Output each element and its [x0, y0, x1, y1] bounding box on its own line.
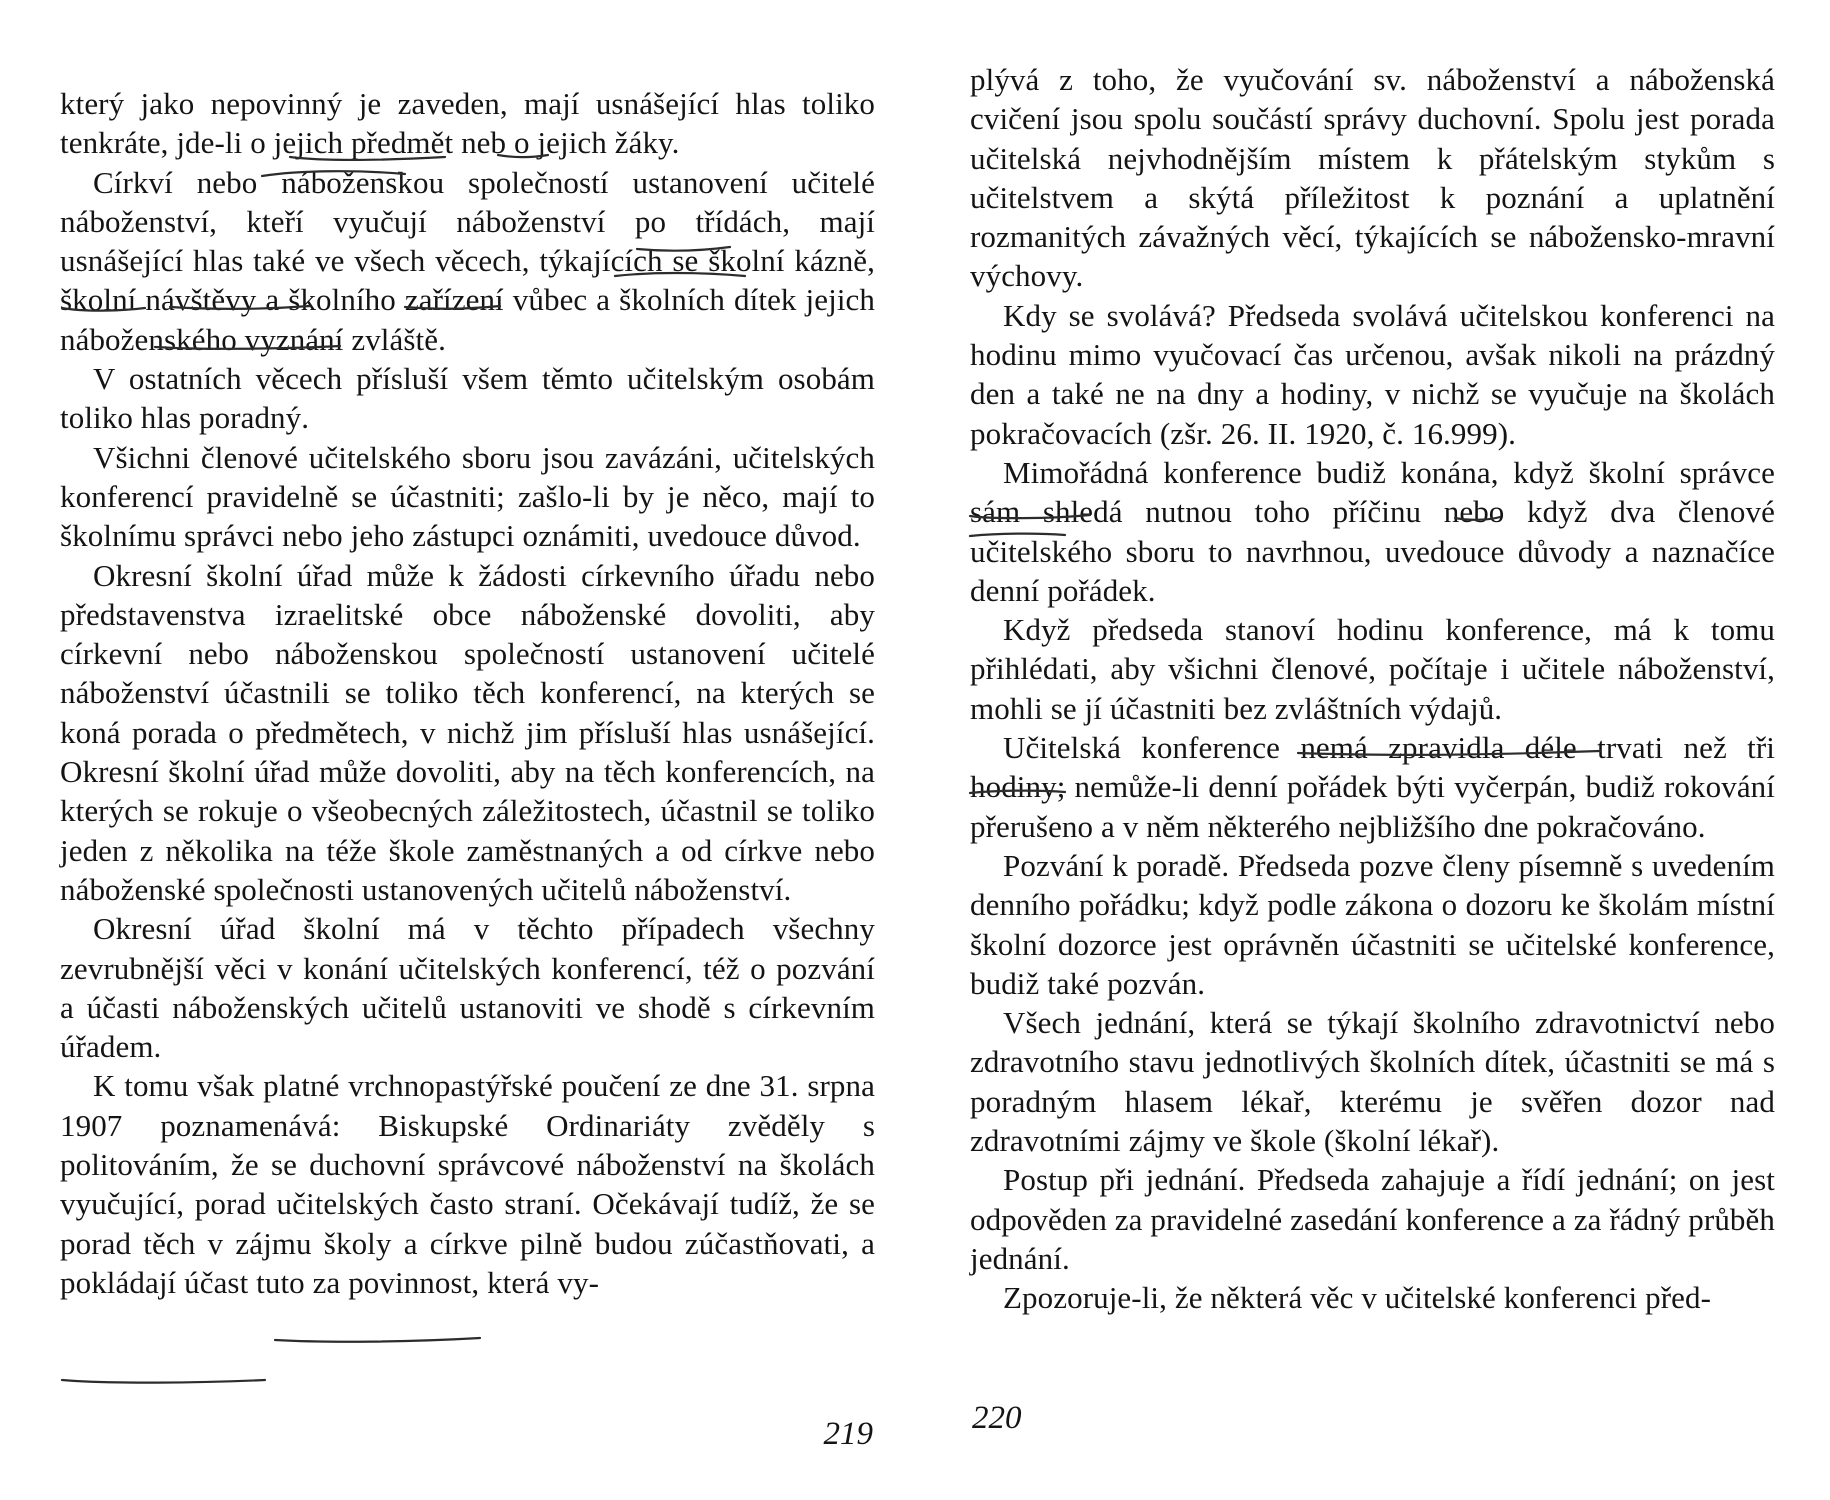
right-page [970, 0, 1775, 1500]
page-number: 220 [972, 1400, 1022, 1436]
paragraph: Okresní úřad školní má v těchto případech všechny zevrubnější věci v konání učitelských konferencí, též o pozvání a účasti náboženských učitelů ustanoviti ve shodě s církevním úřadem. [60, 911, 875, 1065]
paragraph: K tomu však platné vrchnopastýřské poučení ze dne 31. srpna 1907 poznamenává: Biskupské Ordinariáty zvěděly s politováním, že se duchovní správcové náboženství na školách vyučující, porad učitelských často straní. Očekávají tudíž, že se porad těch v zájmu školy a církve pilně budou zúčastňovati, a pokládají účast tuto za povinnost, která vy- [60, 1068, 875, 1300]
paragraph: Kdy se svolává? Předseda svolává učitelskou konferenci na hodinu mimo vyučovací čas určenou, avšak nikoli na prázdný den a také ne na dny a hodiny, v nichž se vyučuje na školách pokračovacích (zšr. 26. II. 1920, č. 16.999). [970, 297, 1775, 451]
paragraph: Okresní školní úřad může k žádosti církevního úřadu nebo představenstva izraelitské obce náboženské dovoliti, aby církevní nebo náboženskou společností ustanovení učitelé náboženství účastnili se toliko těch konferencí, na kterých se koná porada o předmětech, v nichž jim přísluší hlas usnášející. Okresní školní úřad může dovoliti, aby na těch konferencích, na kterých se rokuje o všeobecných záležitostech, účastnil se toliko jeden z několika na téže škole zaměstnaných a od církve nebo náboženské společnosti ustanovených učitelů náboženství. [60, 557, 875, 907]
paragraph: Pozvání k poradě. Předseda pozve členy písemně s uvedením denního pořádku; když podle zákona o dozoru ke školám místní školní dozorce jest oprávněn účastniti se učitelské konference, budiž také pozván. [970, 847, 1775, 1001]
paragraph: který jako nepovinný je zaveden, mají usnášející hlas toliko tenkráte, jde-li o jejich předmět neb o jejich žáky. [60, 86, 875, 161]
paragraph: plývá z toho, že vyučování sv. náboženství a náboženská cvičení jsou spolu součástí správy duchovní. Spolu jest porada učitelská nejvhodnějším místem k přátelským stykům s učitelstvem a skýtá příležitost k poznání a uplatnění rozmanitých závažných věcí, týkajících se nábožensko-mravní výchovy. [970, 62, 1775, 294]
paragraph: Postup při jednání. Předseda zahajuje a řídí jednání; on jest odpověden za pravidelné zasedání konference a za řádný průběh jednání. [970, 1162, 1775, 1276]
paragraph: Když předseda stanoví hodinu konference, má k tomu přihlédati, aby všichni členové, počítaje i učitele náboženství, mohli se jí účastniti bez zvláštních výdajů. [970, 612, 1775, 726]
paragraph: Církví nebo náboženskou společností ustanovení učitelé náboženství, kteří vyučují náboženství po třídách, mají usnášející hlas také ve všech věcech, týkajících se školní kázně, školní návštěvy a školního zařízení vůbec a školních dítek jejich náboženského vyznání zvláště. [60, 164, 875, 357]
paragraph: Všichni členové učitelského sboru jsou zavázáni, učitelských konferencí pravidelně se účastniti; zašlo-li by je něco, mají to školnímu správci nebo jeho zástupci oznámiti, uvedouce důvod. [60, 439, 875, 554]
paragraph: Mimořádná konference budiž konána, když školní správce sám shledá nutnou toho příčinu nebo když dva členové učitelského sboru to navrhnou, uvedouce důvody a naznačíce denní pořádek. [970, 454, 1775, 608]
paragraph: Zpozoruje-li, že některá věc v učitelské konferenci před- [1003, 1280, 1712, 1316]
left-page-text [60, 84, 875, 1302]
paragraph: Všech jednání, která se týkají školního zdravotnictví nebo zdravotního stavu jednotlivých školních dítek, účastniti se má s poradným hlasem lékař, kterému je svěřen dozor nad zdravotními zájmy ve škole (školní lékař). [970, 1005, 1775, 1159]
right-page-text [970, 60, 1775, 1318]
paragraph: Učitelská konference nemá zpravidla déle trvati než tři hodiny; nemůže-li denní pořádek býti vyčerpán, budiž rokování přerušeno a v něm některého nejbližšího dne pokračováno. [970, 730, 1775, 844]
left-page [60, 0, 875, 1500]
paragraph: V ostatních věcech přísluší všem těmto učitelským osobám toliko hlas poradný. [60, 361, 875, 436]
page-number: 219 [823, 1416, 873, 1452]
